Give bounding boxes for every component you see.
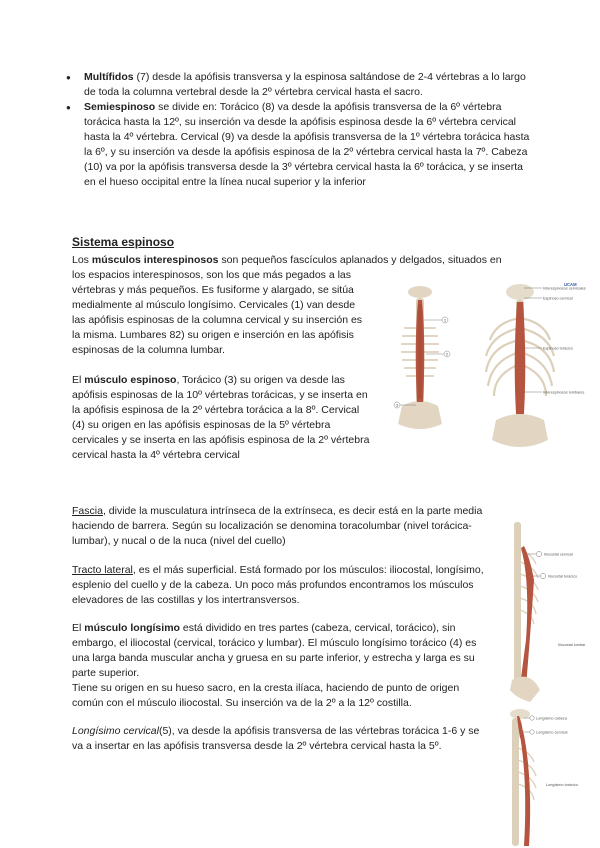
bullet-semiespinoso bbox=[66, 100, 536, 190]
bullet-multifidos bbox=[66, 70, 536, 100]
term-fascia: Fascia bbox=[72, 505, 103, 517]
longisimo-text: está dividido en tres partes (cabeza, cervical, torácico), sin embargo, el iliocostal (cervical, torácico y lumbar). El músculo longísimo torácico (4) es una larga banda muscular ancha y gruesa en su parte inferior, y estrecha y larga es su parte superior. bbox=[72, 622, 477, 679]
interespinosos-lead: Los bbox=[72, 254, 92, 266]
longisimo-cervical-paragraph bbox=[72, 724, 492, 754]
longisimo-cervical-text: (5), va desde la apófisis transversa de las vértebras torácica 1-6 y se va a insertar en las apófisis transversa desde la 2º vértebra cervical hasta la 5º. bbox=[72, 725, 480, 752]
spinal-muscles-figure-2 bbox=[476, 278, 588, 464]
term-semiespinoso: Semiespinoso bbox=[84, 101, 156, 113]
text-multifidos: (7) desde la apófisis transversa y la espinosa saltándose de 2-4 vértebras a lo largo de toda la columna vertebral desde la 2º vértebra cervical hasta el sacro. bbox=[84, 71, 526, 98]
fig2-label-espinoso-cervical: Espinoso cervical bbox=[543, 296, 573, 301]
spinal-muscles-figure-1 bbox=[376, 284, 468, 444]
fascia-paragraph bbox=[72, 504, 494, 549]
term-multifidos: Multífidos bbox=[84, 71, 134, 83]
espinoso-lead: El bbox=[72, 374, 85, 386]
fig1-label-3: 3 bbox=[395, 402, 399, 408]
espinoso-text: , Torácico (3) su origen va desde las apófisis espinosas de la 10º vértebras torácicas, y se inserta en la apófisis espinosa de la 2º vértebra torácica a la 8º. Cervical (4) su origen en las apófisis espinosas de la 5º vértebra cervicales y se inserta en las apófisis espinosa de la 2º vértebra cervical hasta la 4º vértebra cervical bbox=[72, 374, 370, 461]
term-espinoso: músculo espinoso bbox=[84, 374, 177, 386]
fig4-label-longisimo-cervical: Longísimo cervical bbox=[536, 730, 568, 735]
fig3-label-iliocostal-toracico: Iliocostal torácico bbox=[548, 574, 578, 579]
fascia-text: , divide la musculatura intrínseca de la extrínseca, es decir está en la parte media haciendo de barrera. Según su localización se denomina toracolumbar (nivel torácica-lumbar), y nucal o de la nuca (nivel del cuello) bbox=[72, 505, 483, 547]
interespinosos-paragraph: los espacios interespinosos, son los que más pegados a las vértebras y más pequeños. Es fusiforme y alargado, se sitúa medialmente al músculo longísimo. Cervicales (1) van desde las apófisis espinosas de la columna cervical y su inserción es la misma. Lumbares 82) su origen e inserción en las apófisis espinosas de la columna lumbar. bbox=[72, 269, 363, 356]
longisimo-lead: El bbox=[72, 622, 85, 634]
fig2-label-interespinosos-lumbares: Interespinosos lumbares bbox=[543, 390, 585, 395]
longisimo-figure bbox=[500, 708, 598, 846]
interespinosos-first-line bbox=[72, 253, 532, 268]
ucam-brand: UCAM bbox=[564, 282, 577, 287]
muscle-bullet-list bbox=[66, 70, 536, 190]
term-longisimo: músculo longísimo bbox=[84, 622, 180, 634]
fig2-label-interespinosos-cervicales: Interespinosos cervicales bbox=[543, 286, 586, 291]
fig2-label-espinoso-toracico: Espinoso torácico bbox=[543, 346, 573, 351]
term-interespinosos: músculos interespinosos bbox=[91, 254, 219, 266]
tracto-lateral-paragraph bbox=[72, 563, 492, 608]
fig4-label-longisimo-cabeza: Longísimo cabeza bbox=[536, 716, 567, 721]
term-tracto-lateral: Tracto lateral bbox=[72, 564, 133, 576]
fig1-label-2: 2 bbox=[445, 351, 449, 357]
interespinosos-line1: son pequeños fascículos aplanados y delgados, situados en bbox=[218, 254, 502, 266]
fig3-label-iliocostal-lumbar: Iliocostal lumbar bbox=[558, 643, 586, 647]
iliocostal-figure bbox=[500, 520, 598, 705]
longisimo-origin-text: Tiene su origen en su hueso sacro, en la cresta ilíaca, haciendo de punto de origen común con el músculo iliocostal. Su inserción va de la 2º a la 12º costilla. bbox=[72, 682, 460, 709]
espinoso-paragraph bbox=[72, 373, 370, 463]
tracto-lateral-text: , es el más superficial. Está formado por los músculos: iliocostal, longísimo, esplenio del cuello y de la cabeza. Un poco más profundos encontramos los músculos elevadores de las costillas y los intertransversos. bbox=[72, 564, 484, 606]
fig3-label-iliocostal-cervical: Iliocostal cervical bbox=[544, 552, 573, 557]
longisimo-paragraph bbox=[72, 621, 492, 711]
espinoso-muscle bbox=[416, 300, 425, 402]
fig1-label-1: 1 bbox=[443, 317, 447, 323]
section-title: Sistema espinoso bbox=[72, 235, 175, 249]
text-semiespinoso: se divide en: Torácico (8) va desde la apófisis transversa de la 6º vértebra torácica hasta la 12º, su inserción va desde la apófisis espinosa desde la 6º vértebra cervical hasta la 4º vértebra. Cervical (9) va desde la apófisis transversa de la 1º vértebra torácica hasta la 6º, y su inserción va desde la apófisis espinosa de la 2º vértebra cervical hasta la 7º. Cabeza (10) va por la apófisis transversa desde la 3º vértebra cervical hasta la 6º torácica, y se inserta en el hueso occipital entre la línea nucal superior y la inferior bbox=[84, 101, 530, 188]
term-longisimo-cervical: Longísimo cervical bbox=[72, 725, 159, 737]
fig4-label-longisimo-toracico: Longísimo torácico bbox=[546, 783, 578, 787]
